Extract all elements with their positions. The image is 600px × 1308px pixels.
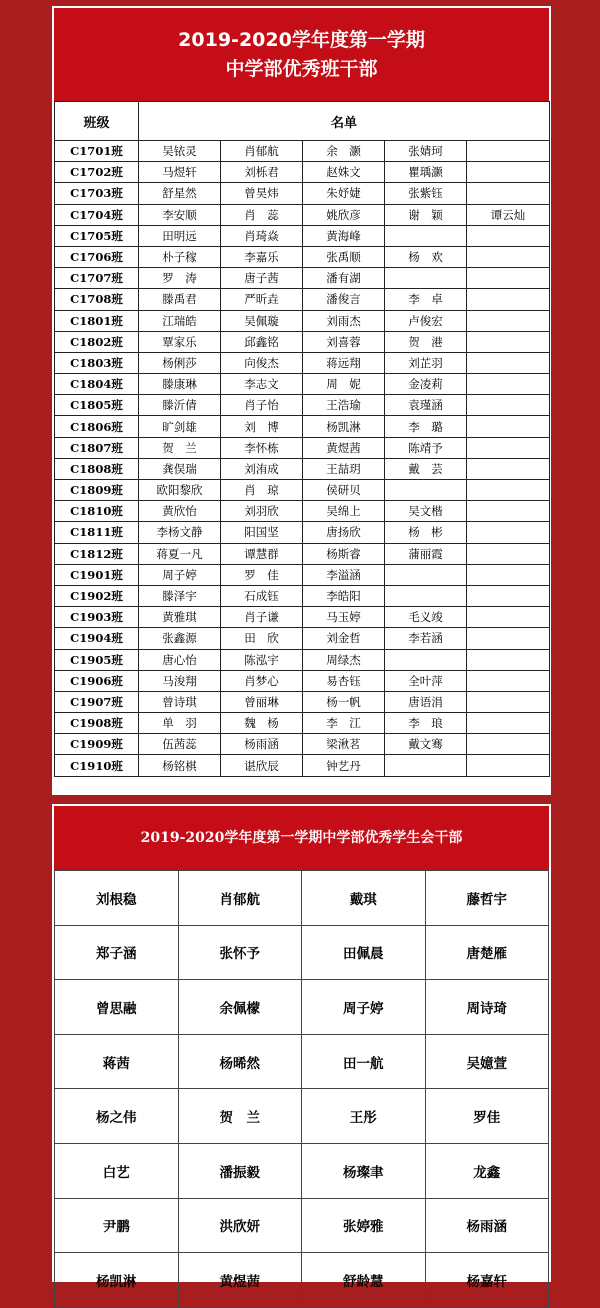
name-cell: 周子婷 <box>139 564 221 585</box>
name-cell: 杨凯淋 <box>303 416 385 437</box>
name-cell: 伍茜蕊 <box>139 734 221 755</box>
name-cell <box>385 755 467 776</box>
header-names: 名单 <box>139 102 550 141</box>
table-row <box>55 501 550 522</box>
table-row <box>55 352 550 373</box>
table-row <box>55 522 550 543</box>
table-row <box>55 1143 549 1198</box>
name-cell: 杨铭棋 <box>139 755 221 776</box>
name-cell <box>467 522 550 543</box>
name-cell: 蒲丽霞 <box>385 543 467 564</box>
name-cell: 肖 琼 <box>221 480 303 501</box>
class-cell: C1704班 <box>55 204 139 225</box>
name-cell: 毛义竣 <box>385 607 467 628</box>
title-line-1: 2019-2020学年度第一学期 <box>178 29 425 51</box>
name-cell: 李 卓 <box>385 289 467 310</box>
table-row <box>55 607 550 628</box>
table-row <box>55 564 550 585</box>
table-row <box>55 1034 549 1089</box>
table-row <box>55 691 550 712</box>
class-cell: C1705班 <box>55 225 139 246</box>
name-cell: 杨嘉轩 <box>425 1253 549 1308</box>
class-cadre-panel <box>52 6 551 795</box>
name-cell <box>467 374 550 395</box>
table-row <box>55 734 550 755</box>
name-cell: 王彤 <box>302 1089 426 1144</box>
name-cell: 田一航 <box>302 1034 426 1089</box>
table-row <box>55 395 550 416</box>
name-cell: 罗佳 <box>425 1089 549 1144</box>
name-cell: 谢 颖 <box>385 204 467 225</box>
table-row <box>55 268 550 289</box>
name-cell: 旷剑雄 <box>139 416 221 437</box>
name-cell: 潘俊言 <box>303 289 385 310</box>
table-row <box>55 670 550 691</box>
name-cell: 黄煜茜 <box>178 1253 302 1308</box>
class-cell: C1902班 <box>55 585 139 606</box>
name-cell <box>467 310 550 331</box>
class-cadre-title <box>54 8 549 101</box>
name-cell: 罗 涛 <box>139 268 221 289</box>
name-cell <box>467 480 550 501</box>
name-cell: 吴嬑萱 <box>425 1034 549 1089</box>
name-cell: 洪欣妍 <box>178 1198 302 1253</box>
name-cell: 严昕垚 <box>221 289 303 310</box>
name-cell: 张禹顺 <box>303 246 385 267</box>
class-cell: C1803班 <box>55 352 139 373</box>
table-row <box>55 162 550 183</box>
name-cell: 李 璐 <box>385 416 467 437</box>
name-cell: 魏 杨 <box>221 713 303 734</box>
class-cell: C1808班 <box>55 458 139 479</box>
name-cell: 曾丽琳 <box>221 691 303 712</box>
class-cell: C1906班 <box>55 670 139 691</box>
class-cell: C1904班 <box>55 628 139 649</box>
name-cell: 李怀栋 <box>221 437 303 458</box>
name-cell: 陈泓宇 <box>221 649 303 670</box>
class-cell: C1810班 <box>55 501 139 522</box>
student-union-title: 2019-2020学年度第一学期中学部优秀学生会干部 <box>54 806 549 870</box>
name-cell: 全叶萍 <box>385 670 467 691</box>
table-row <box>55 649 550 670</box>
class-cell: C1701班 <box>55 141 139 162</box>
class-cell: C1909班 <box>55 734 139 755</box>
name-cell: 王浩瑜 <box>303 395 385 416</box>
name-cell: 江瑞皓 <box>139 310 221 331</box>
name-cell: 杨一帆 <box>303 691 385 712</box>
name-cell: 曾诗琪 <box>139 691 221 712</box>
name-cell <box>467 183 550 204</box>
table-row <box>55 225 550 246</box>
class-cell: C1907班 <box>55 691 139 712</box>
name-cell <box>467 755 550 776</box>
name-cell: 滕禹君 <box>139 289 221 310</box>
name-cell: 肖子谦 <box>221 607 303 628</box>
name-cell: 刘雨杰 <box>303 310 385 331</box>
class-cell: C1806班 <box>55 416 139 437</box>
class-cell: C1805班 <box>55 395 139 416</box>
table-row <box>55 543 550 564</box>
name-cell: 王喆玥 <box>303 458 385 479</box>
name-cell: 朴子稼 <box>139 246 221 267</box>
name-cell: 肖 蕊 <box>221 204 303 225</box>
name-cell: 曾思融 <box>55 980 179 1035</box>
name-cell: 滕泽宇 <box>139 585 221 606</box>
class-cell: C1702班 <box>55 162 139 183</box>
name-cell <box>467 501 550 522</box>
name-cell <box>467 691 550 712</box>
name-cell: 钟艺丹 <box>303 755 385 776</box>
name-cell: 杨之伟 <box>55 1089 179 1144</box>
name-cell: 梁湫茗 <box>303 734 385 755</box>
table-row <box>55 871 549 926</box>
header-class: 班级 <box>55 102 139 141</box>
name-cell: 贺 兰 <box>139 437 221 458</box>
name-cell <box>467 670 550 691</box>
name-cell: 欧阳黎欣 <box>139 480 221 501</box>
table-row <box>55 1253 549 1308</box>
name-cell <box>467 352 550 373</box>
class-cell: C1802班 <box>55 331 139 352</box>
name-cell: 瞿瑀灏 <box>385 162 467 183</box>
name-cell <box>385 268 467 289</box>
student-union-panel <box>52 804 551 1290</box>
name-cell: 潘有湖 <box>303 268 385 289</box>
name-cell <box>467 141 550 162</box>
name-cell <box>467 649 550 670</box>
name-cell: 姚欣彦 <box>303 204 385 225</box>
name-cell: 杨雨涵 <box>221 734 303 755</box>
name-cell: 杨 彬 <box>385 522 467 543</box>
table-row <box>55 141 550 162</box>
name-cell <box>385 480 467 501</box>
name-cell: 谌欣辰 <box>221 755 303 776</box>
name-cell: 向俊杰 <box>221 352 303 373</box>
name-cell <box>467 437 550 458</box>
table-row <box>55 925 549 980</box>
name-cell: 唐心怡 <box>139 649 221 670</box>
name-cell: 李嘉乐 <box>221 246 303 267</box>
name-cell: 贺 兰 <box>178 1089 302 1144</box>
table-row <box>55 204 550 225</box>
name-cell: 张婧珂 <box>385 141 467 162</box>
name-cell: 肖郁航 <box>178 871 302 926</box>
name-cell: 覃家乐 <box>139 331 221 352</box>
name-cell: 潘振毅 <box>178 1143 302 1198</box>
name-cell <box>467 543 550 564</box>
class-cell: C1807班 <box>55 437 139 458</box>
name-cell <box>385 225 467 246</box>
class-cell: C1811班 <box>55 522 139 543</box>
table-row <box>55 416 550 437</box>
name-cell: 吴绵上 <box>303 501 385 522</box>
class-cell: C1812班 <box>55 543 139 564</box>
class-cell: C1903班 <box>55 607 139 628</box>
name-cell: 龙鑫 <box>425 1143 549 1198</box>
name-cell <box>467 331 550 352</box>
name-cell: 蒋夏一凡 <box>139 543 221 564</box>
table-row <box>55 458 550 479</box>
name-cell: 刘喜蓉 <box>303 331 385 352</box>
name-cell: 朱妤婕 <box>303 183 385 204</box>
table-row <box>55 480 550 501</box>
name-cell: 戴琪 <box>302 871 426 926</box>
table-row <box>55 755 550 776</box>
name-cell <box>467 416 550 437</box>
name-cell: 李溢涵 <box>303 564 385 585</box>
name-cell: 张鑫源 <box>139 628 221 649</box>
name-cell: 藤哲宇 <box>425 871 549 926</box>
name-cell: 李安顺 <box>139 204 221 225</box>
name-cell: 张紫钰 <box>385 183 467 204</box>
name-cell: 戴 芸 <box>385 458 467 479</box>
name-cell: 滕沂倩 <box>139 395 221 416</box>
name-cell: 黄海峰 <box>303 225 385 246</box>
table-row <box>55 310 550 331</box>
class-cell: C1910班 <box>55 755 139 776</box>
name-cell: 肖琦焱 <box>221 225 303 246</box>
name-cell: 田明远 <box>139 225 221 246</box>
name-cell <box>467 607 550 628</box>
name-cell: 余 灏 <box>303 141 385 162</box>
table-row <box>55 628 550 649</box>
class-cell: C1908班 <box>55 713 139 734</box>
name-cell: 李 江 <box>303 713 385 734</box>
name-cell: 阳国坚 <box>221 522 303 543</box>
name-cell: 吴文楷 <box>385 501 467 522</box>
name-cell: 石成钰 <box>221 585 303 606</box>
name-cell: 吴佩璇 <box>221 310 303 331</box>
name-cell: 黄雅琪 <box>139 607 221 628</box>
name-cell: 李若涵 <box>385 628 467 649</box>
name-cell <box>467 395 550 416</box>
name-cell <box>467 289 550 310</box>
name-cell: 尹鹏 <box>55 1198 179 1253</box>
name-cell: 刘芷羽 <box>385 352 467 373</box>
name-cell: 刘根稳 <box>55 871 179 926</box>
table-row <box>55 183 550 204</box>
name-cell <box>467 585 550 606</box>
student-union-table <box>54 870 549 1308</box>
name-cell: 张怀予 <box>178 925 302 980</box>
title-line-2: 中学部优秀班干部 <box>225 58 378 80</box>
class-cell: C1801班 <box>55 310 139 331</box>
name-cell <box>385 649 467 670</box>
name-cell: 卢俊宏 <box>385 310 467 331</box>
name-cell <box>467 713 550 734</box>
name-cell: 袁瑾涵 <box>385 395 467 416</box>
name-cell: 杨璨聿 <box>302 1143 426 1198</box>
name-cell: 戴文骞 <box>385 734 467 755</box>
table-row <box>55 713 550 734</box>
name-cell: 舒龄慧 <box>302 1253 426 1308</box>
name-cell: 肖郁航 <box>221 141 303 162</box>
name-cell: 郑子涵 <box>55 925 179 980</box>
name-cell: 周 妮 <box>303 374 385 395</box>
class-cell: C1905班 <box>55 649 139 670</box>
name-cell: 黄欣怡 <box>139 501 221 522</box>
name-cell: 肖子怡 <box>221 395 303 416</box>
name-cell: 李志文 <box>221 374 303 395</box>
name-cell: 肖梦心 <box>221 670 303 691</box>
name-cell: 白艺 <box>55 1143 179 1198</box>
name-cell: 周诗琦 <box>425 980 549 1035</box>
name-cell: 余佩檬 <box>178 980 302 1035</box>
name-cell: 李 琅 <box>385 713 467 734</box>
name-cell: 滕康琳 <box>139 374 221 395</box>
name-cell <box>467 564 550 585</box>
name-cell: 唐扬欣 <box>303 522 385 543</box>
name-cell: 李杨文静 <box>139 522 221 543</box>
name-cell: 曾昊炜 <box>221 183 303 204</box>
name-cell: 马玉婷 <box>303 607 385 628</box>
table-row <box>55 289 550 310</box>
class-cell: C1809班 <box>55 480 139 501</box>
table-row <box>55 246 550 267</box>
name-cell: 谭云灿 <box>467 204 550 225</box>
name-cell: 马煜轩 <box>139 162 221 183</box>
name-cell: 龚俣瑞 <box>139 458 221 479</box>
name-cell <box>385 585 467 606</box>
name-cell: 张婷雅 <box>302 1198 426 1253</box>
name-cell <box>467 734 550 755</box>
name-cell: 赵姝文 <box>303 162 385 183</box>
name-cell <box>467 246 550 267</box>
name-cell: 邱鑫铭 <box>221 331 303 352</box>
name-cell: 陈靖予 <box>385 437 467 458</box>
name-cell <box>467 225 550 246</box>
name-cell: 刘羽欣 <box>221 501 303 522</box>
name-cell: 易杏钰 <box>303 670 385 691</box>
name-cell: 贺 港 <box>385 331 467 352</box>
class-cell: C1901班 <box>55 564 139 585</box>
name-cell: 杨晞然 <box>178 1034 302 1089</box>
name-cell: 周绿杰 <box>303 649 385 670</box>
table-row <box>55 1089 549 1144</box>
name-cell: 黄煜茜 <box>303 437 385 458</box>
class-cadre-table <box>54 101 550 777</box>
name-cell: 蒋茜 <box>55 1034 179 1089</box>
name-cell: 杨俐莎 <box>139 352 221 373</box>
name-cell: 谭慧群 <box>221 543 303 564</box>
name-cell: 吴铱灵 <box>139 141 221 162</box>
name-cell <box>467 268 550 289</box>
name-cell: 唐子茜 <box>221 268 303 289</box>
name-cell <box>385 564 467 585</box>
name-cell: 田佩晨 <box>302 925 426 980</box>
table-row <box>55 980 549 1035</box>
name-cell: 刘栎君 <box>221 162 303 183</box>
class-cell: C1703班 <box>55 183 139 204</box>
name-cell: 舒星然 <box>139 183 221 204</box>
name-cell: 金凌莉 <box>385 374 467 395</box>
name-cell: 单 羽 <box>139 713 221 734</box>
name-cell <box>467 628 550 649</box>
name-cell <box>467 458 550 479</box>
name-cell: 周子婷 <box>302 980 426 1035</box>
name-cell: 刘 博 <box>221 416 303 437</box>
table-row <box>55 374 550 395</box>
name-cell: 杨凯淋 <box>55 1253 179 1308</box>
name-cell: 田 欣 <box>221 628 303 649</box>
name-cell: 杨 欢 <box>385 246 467 267</box>
name-cell: 杨斯睿 <box>303 543 385 564</box>
table-row <box>55 437 550 458</box>
name-cell: 蒋远翔 <box>303 352 385 373</box>
name-cell: 刘洧成 <box>221 458 303 479</box>
class-cell: C1706班 <box>55 246 139 267</box>
name-cell: 杨雨涵 <box>425 1198 549 1253</box>
class-cell: C1804班 <box>55 374 139 395</box>
table-row <box>55 331 550 352</box>
class-cell: C1708班 <box>55 289 139 310</box>
class-cell: C1707班 <box>55 268 139 289</box>
name-cell <box>467 162 550 183</box>
name-cell: 侯研贝 <box>303 480 385 501</box>
name-cell: 罗 佳 <box>221 564 303 585</box>
name-cell: 刘金哲 <box>303 628 385 649</box>
name-cell: 马浚翔 <box>139 670 221 691</box>
name-cell: 李皓阳 <box>303 585 385 606</box>
name-cell: 唐楚雁 <box>425 925 549 980</box>
table-row <box>55 1198 549 1253</box>
name-cell: 唐语涓 <box>385 691 467 712</box>
table-row <box>55 585 550 606</box>
